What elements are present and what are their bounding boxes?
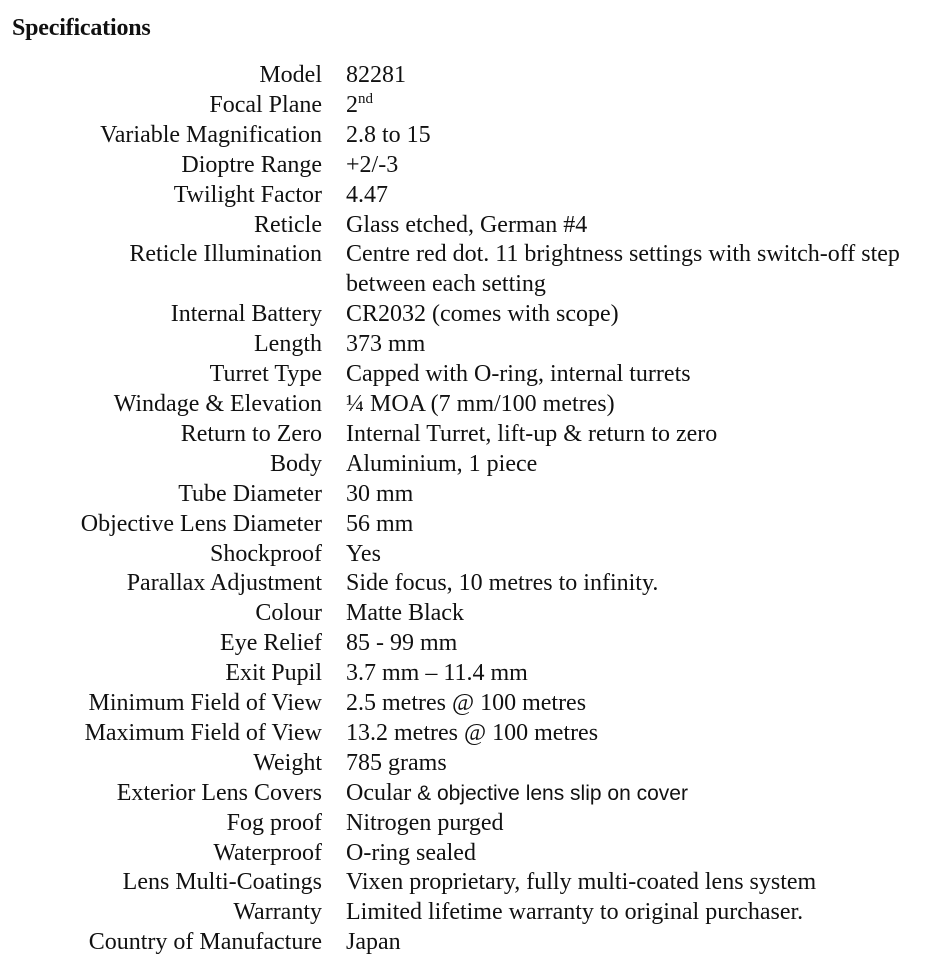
spec-row-parallax-adjustment [0,569,940,599]
spec-label: Variable Magnification [100,121,322,148]
spec-value: 13.2 metres @ 100 metres [346,719,599,746]
spec-value: 82281 [346,62,406,88]
spec-label: Lens Multi-Coatings [122,869,322,896]
spec-row-fog-proof [0,809,940,839]
spec-value: +2/-3 [346,151,399,178]
spec-row-exterior-lens-covers [0,779,940,809]
spec-value: Internal Turret, lift-up & return to zero [346,420,718,447]
spec-label: Tube Diameter [178,480,322,507]
spec-row-twilight-factor [0,181,940,211]
spec-label: Exterior Lens Covers [116,779,322,806]
spec-label: Dioptre Range [181,151,322,178]
spec-label: Internal Battery [170,301,322,328]
spec-value: 373 mm [346,331,426,358]
spec-label: Exit Pupil [225,660,322,687]
spec-value: 785 grams [346,749,447,776]
spec-value [346,779,916,809]
spec-label: Body [269,450,322,477]
focal-plane-number: 2 [346,91,358,118]
spec-row-return-to-zero [0,420,940,450]
spec-label: Objective Lens Diameter [80,510,322,537]
spec-label: Weight [253,749,322,776]
spec-label: Turret Type [209,361,322,388]
spec-value: Side focus, 10 metres to infinity. [346,570,659,597]
spec-label: Length [254,331,322,358]
spec-row-warranty [0,898,940,928]
spec-row-tube-diameter [0,480,940,510]
spec-row-turret-type [0,360,940,390]
exterior-lens-covers-lead: Ocular [346,779,412,806]
spec-label: Colour [255,600,322,627]
spec-value: Capped with O-ring, internal turrets [346,361,691,388]
spec-label: Return to Zero [180,420,322,447]
spec-value [346,91,916,121]
spec-row-maximum-field-of-view [0,719,940,749]
spec-row-model [0,61,940,91]
spec-row-reticle [0,211,940,241]
spec-row-country-of-manufacture [0,928,940,958]
spec-value: 4.47 [346,181,388,208]
spec-label: Maximum Field of View [84,719,322,746]
page-title: Specifications [12,15,151,41]
spec-value: Aluminium, 1 piece [346,450,538,477]
spec-row-focal-plane [0,91,940,121]
spec-value: CR2032 (comes with scope) [346,301,619,328]
spec-label: Model [259,62,322,88]
spec-value: O-ring sealed [346,839,476,866]
spec-value: Matte Black [346,600,464,627]
spec-row-objective-lens-diameter [0,510,940,540]
spec-label: Reticle [254,211,322,238]
spec-label: Windage & Elevation [113,390,322,417]
spec-label: Twilight Factor [173,181,322,208]
spec-row-waterproof [0,839,940,869]
spec-row-windage-elevation [0,390,940,420]
spec-label: Waterproof [213,839,322,866]
spec-label: Eye Relief [220,630,322,657]
spec-label: Shockproof [210,540,322,567]
specifications-table [0,61,940,958]
spec-row-minimum-field-of-view [0,689,940,719]
spec-row-internal-battery [0,300,940,330]
spec-value: 56 mm [346,510,414,537]
spec-value: Japan [346,929,401,956]
spec-row-eye-relief [0,629,940,659]
spec-value: 2.5 metres @ 100 metres [346,690,587,717]
spec-row-exit-pupil [0,659,940,689]
spec-row-shockproof [0,540,940,570]
spec-row-colour [0,599,940,629]
spec-row-dioptre-range [0,151,940,181]
spec-value: 3.7 mm – 11.4 mm [346,660,528,687]
spec-row-length [0,330,940,360]
spec-value: ¼ MOA (7 mm/100 metres) [346,390,615,417]
spec-value: 2.8 to 15 [346,121,431,148]
spec-label: Focal Plane [209,91,322,118]
spec-value: Yes [346,540,381,567]
spec-value: Limited lifetime warranty to original purchaser. [346,899,804,926]
spec-label: Fog proof [226,809,322,836]
spec-label: Parallax Adjustment [126,570,322,597]
spec-value: Glass etched, German #4 [346,211,588,238]
spec-row-lens-multi-coatings [0,868,940,898]
spec-label: Country of Manufacture [88,929,322,956]
spec-value: Vixen proprietary, fully multi-coated lens system [346,869,817,896]
spec-row-body [0,450,940,480]
spec-value: 30 mm [346,480,414,507]
spec-label: Minimum Field of View [88,690,322,717]
spec-label: Reticle Illumination [129,241,322,268]
ordinal-superscript: nd [358,90,373,107]
spec-value: 85 - 99 mm [346,630,458,657]
spec-value: Centre red dot. 11 brightness settings with switch-off step between each setting [346,241,900,298]
spec-label: Warranty [233,899,322,926]
spec-row-reticle-illumination [0,240,940,300]
spec-value: Nitrogen purged [346,809,504,836]
spec-row-variable-magnification [0,121,940,151]
spec-row-weight [0,749,940,779]
exterior-lens-covers-detail: & objective lens slip on cover [411,781,688,805]
